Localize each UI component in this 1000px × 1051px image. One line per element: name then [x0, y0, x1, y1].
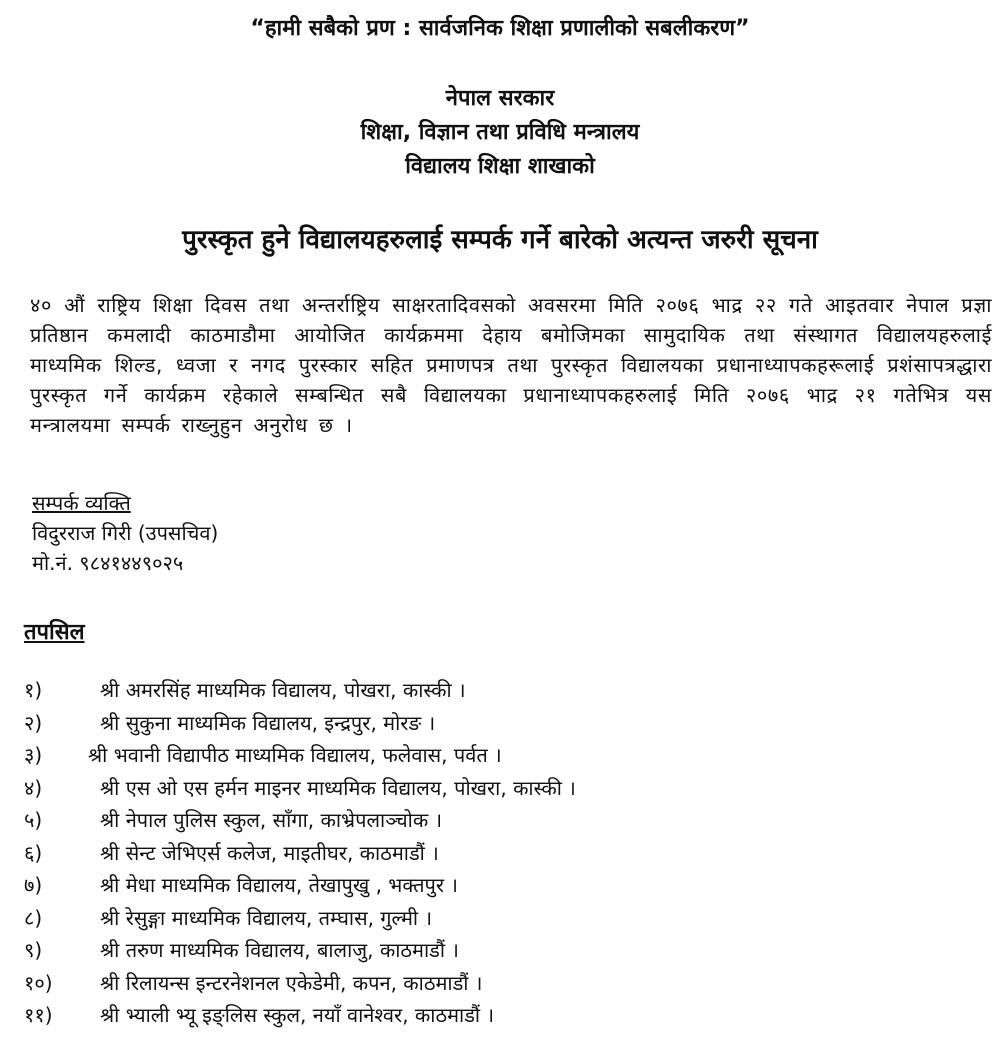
item-text: श्री भवानी विद्यापीठ माध्यमिक विद्यालय, फलेवास, पर्वत । [88, 743, 502, 767]
item-text: श्री नेपाल पुलिस स्कुल, साँगा, काभ्रेपलाञ्चोक । [100, 808, 443, 832]
list-item [24, 869, 576, 902]
list-item [24, 804, 576, 837]
item-number: ९) [24, 938, 43, 962]
item-number: १) [24, 678, 43, 702]
item-text: श्री सुकुना माध्यमिक विद्यालय, इन्द्रपुर, मोरङ । [100, 710, 436, 735]
item-text: श्री अमरसिंह माध्यमिक विद्यालय, पोखरा, कास्की । [100, 678, 466, 702]
list-item [24, 902, 576, 935]
notice-title: पुरस्कृत हुने विद्यालयहरुलाई सम्पर्क गर्ने बारेको अत्यन्त जरुरी सूचना [182, 225, 818, 255]
ministry-name: शिक्षा, विज्ञान तथा प्रविधि मन्त्रालय [360, 120, 640, 145]
list-item [24, 772, 576, 805]
list-item [24, 707, 576, 740]
list-item [24, 934, 576, 967]
list-item [24, 967, 576, 1000]
schedule-heading: तपसिल [24, 620, 85, 645]
government-name: नेपाल सरकार [445, 86, 555, 111]
item-number: ७) [24, 873, 43, 897]
contact-phone: मो.नं. ९८४१४४९०२५ [32, 551, 184, 575]
item-number: ८) [24, 905, 43, 930]
list-item [24, 999, 576, 1032]
item-text: श्री सेन्ट जेभिएर्स कलेज, माइतीघर, काठमाडौं । [100, 840, 439, 865]
item-text: श्री रिलायन्स इन्टरनेशनल एकेडेमी, कपन, काठमाडौं । [100, 970, 483, 995]
school-list [24, 674, 576, 1032]
item-text: श्री तरुण माध्यमिक विद्यालय, बालाजु, काठमाडौं । [100, 938, 459, 962]
item-number: ४) [24, 775, 43, 800]
item-number: ६) [24, 840, 43, 865]
list-item [24, 837, 576, 870]
item-number: ३) [24, 743, 43, 767]
contact-block [32, 488, 218, 578]
contact-label: सम्पर्क व्यक्ति [32, 491, 131, 515]
item-number: २) [24, 710, 43, 735]
item-text: श्री मेधा माध्यमिक विद्यालय, तेखापुखु , भक्तपुर । [100, 873, 458, 897]
item-number: १०) [24, 970, 53, 995]
list-item [24, 739, 576, 772]
item-number: ११) [24, 1003, 53, 1027]
item-text: श्री रेसुङ्गा माध्यमिक विद्यालय, तम्घास, गुल्मी । [100, 905, 433, 930]
list-item [24, 674, 576, 707]
item-text: श्री एस ओ एस हर्मन माइनर माध्यमिक विद्यालय, पोखरा, कास्की । [100, 775, 576, 800]
slogan: “हामी सबैको प्रण : सार्वजनिक शिक्षा प्रणालीको सबलीकरण” [250, 16, 750, 41]
item-text: श्री भ्याली भ्यू इङ्लिस स्कुल, नयाँ वानेश्वर, काठमाडौं । [100, 1003, 495, 1027]
contact-name: विदुरराज गिरी (उपसचिव) [32, 521, 219, 545]
body-paragraph: ४० औं राष्ट्रिय शिक्षा दिवस तथा अन्तर्राष्ट्रिय साक्षरतादिवसको अवसरमा मिति २०७६ भाद्र २२ गते आइतवार नेपाल प्रज्ञा प्रतिष्ठान कमलादी काठमाडौमा आयोजित कार्यक्रममा देहाय बमोजिमका सामुदायिक तथा संस्थागत विद्यालयहरुलाई माध्यमिक शिल्ड, ध्वजा र नगद पुरस्कार सहित प्रमाणपत्र तथा पुरस्कृत विद्यालयका प्रधानाध्यापकहरूलाई प्रशंसापत्रद्धारा पुरस्कृत गर्ने कार्यक्रम रहेकाले सम्बन्धित सबै विद्यालयका प्रधानाध्यापकहरुलाई मिति २०७६ भाद्र २१ गतेभित्र यस मन्त्रालयमा सम्पर्क राख्नुहुन अनुरोध छ । [30, 293, 992, 437]
section-name: विद्यालय शिक्षा शाखाको [405, 154, 595, 179]
item-number: ५) [24, 808, 43, 832]
